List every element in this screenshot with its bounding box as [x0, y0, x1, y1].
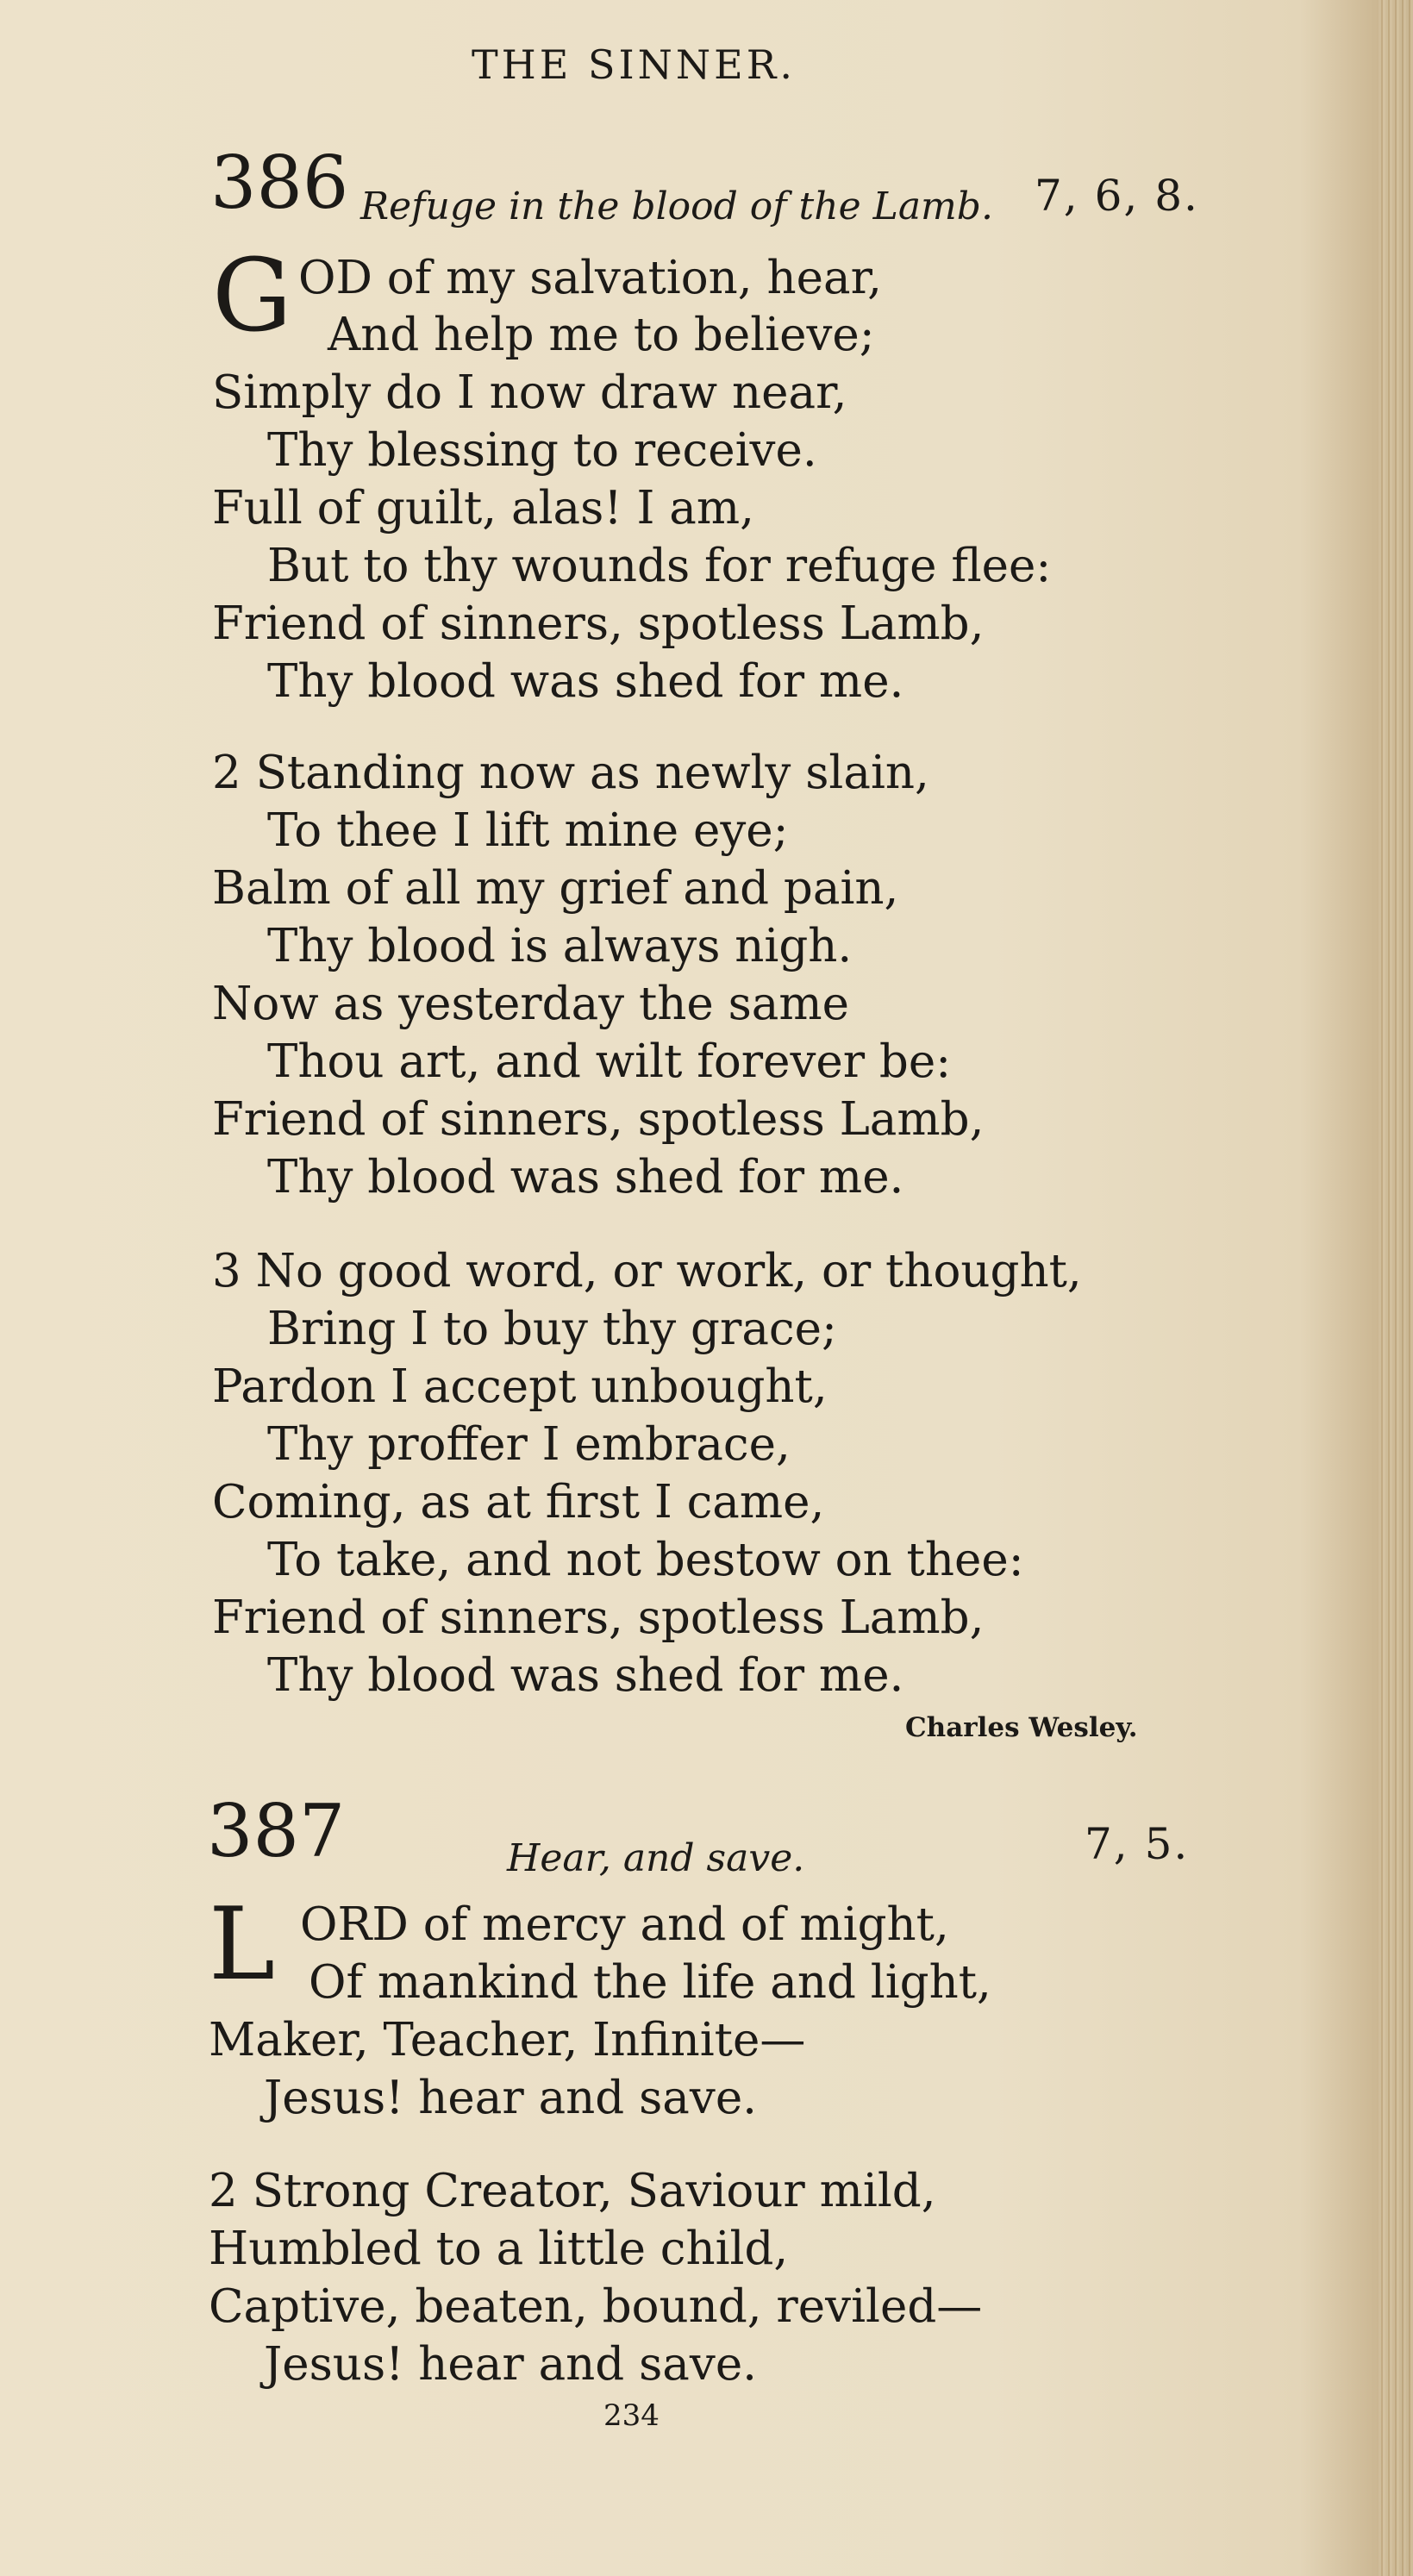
verse-line: But to thy wounds for refuge flee:: [267, 540, 1052, 592]
running-head: THE SINNER.: [471, 41, 797, 88]
verse-line: Bring I to buy thy grace;: [267, 1303, 837, 1355]
verse-line: Friend of sinners, spotless Lamb,: [212, 597, 985, 650]
hymn-number: 387: [207, 1789, 346, 1873]
verse-line: To thee I lift mine eye;: [267, 804, 789, 857]
verse-line: OD of my salvation, hear,: [298, 252, 882, 304]
verse-line: Maker, Teacher, Infinite—: [209, 2014, 806, 2066]
hymn-author: Charles Wesley.: [905, 1712, 1138, 1743]
verse-line: Pardon I accept unbought,: [212, 1360, 828, 1413]
page-edge: [1379, 0, 1413, 2576]
hymn-meter: 7, 6, 8.: [1035, 171, 1199, 221]
verse-line: And help me to believe;: [328, 309, 875, 361]
verse-line: Friend of sinners, spotless Lamb,: [212, 1093, 985, 1146]
verse-line: Thy proffer I embrace,: [267, 1418, 791, 1471]
verse-line: Full of guilt, alas! I am,: [212, 482, 754, 535]
verse-line: Thou art, and wilt forever be:: [267, 1035, 952, 1088]
verse-line: ORD of mercy and of might,: [300, 1898, 949, 1951]
hymn-title: Refuge in the blood of the Lamb.: [360, 184, 993, 228]
hymn-number: 386: [210, 141, 349, 225]
verse-line: Thy blood was shed for me.: [267, 1151, 904, 1204]
verse-line: Captive, beaten, bound, reviled—: [209, 2280, 983, 2333]
verse-line: Thy blessing to receive.: [267, 424, 817, 477]
verse-line: 2 Strong Creator, Saviour mild,: [209, 2165, 936, 2217]
hymn-meter: 7, 5.: [1085, 1819, 1190, 1869]
drop-cap: L: [209, 1886, 276, 2003]
verse-line: Jesus! hear and save.: [264, 2338, 758, 2391]
verse-line: Thy blood is always nigh.: [267, 920, 853, 972]
verse-line: Coming, as at first I came,: [212, 1476, 825, 1529]
verse-line: Friend of sinners, spotless Lamb,: [212, 1591, 985, 1644]
page-number: 234: [603, 2398, 660, 2433]
verse-line: Balm of all my grief and pain,: [212, 862, 899, 915]
verse-line: Of mankind the life and light,: [309, 1956, 991, 2009]
verse-line: 3 No good word, or work, or thought,: [212, 1245, 1082, 1297]
hymn-title: Hear, and save.: [507, 1836, 805, 1880]
verse-line: Thy blood was shed for me.: [267, 1649, 904, 1702]
drop-cap: G: [212, 238, 292, 354]
verse-line: 2 Standing now as newly slain,: [212, 747, 929, 799]
verse-line: To take, and not bestow on thee:: [267, 1534, 1024, 1586]
verse-line: Jesus! hear and save.: [264, 2072, 758, 2124]
verse-line: Now as yesterday the same: [212, 978, 850, 1030]
verse-line: Simply do I now draw near,: [212, 366, 847, 419]
verse-line: Humbled to a little child,: [209, 2223, 789, 2275]
verse-line: Thy blood was shed for me.: [267, 655, 904, 708]
